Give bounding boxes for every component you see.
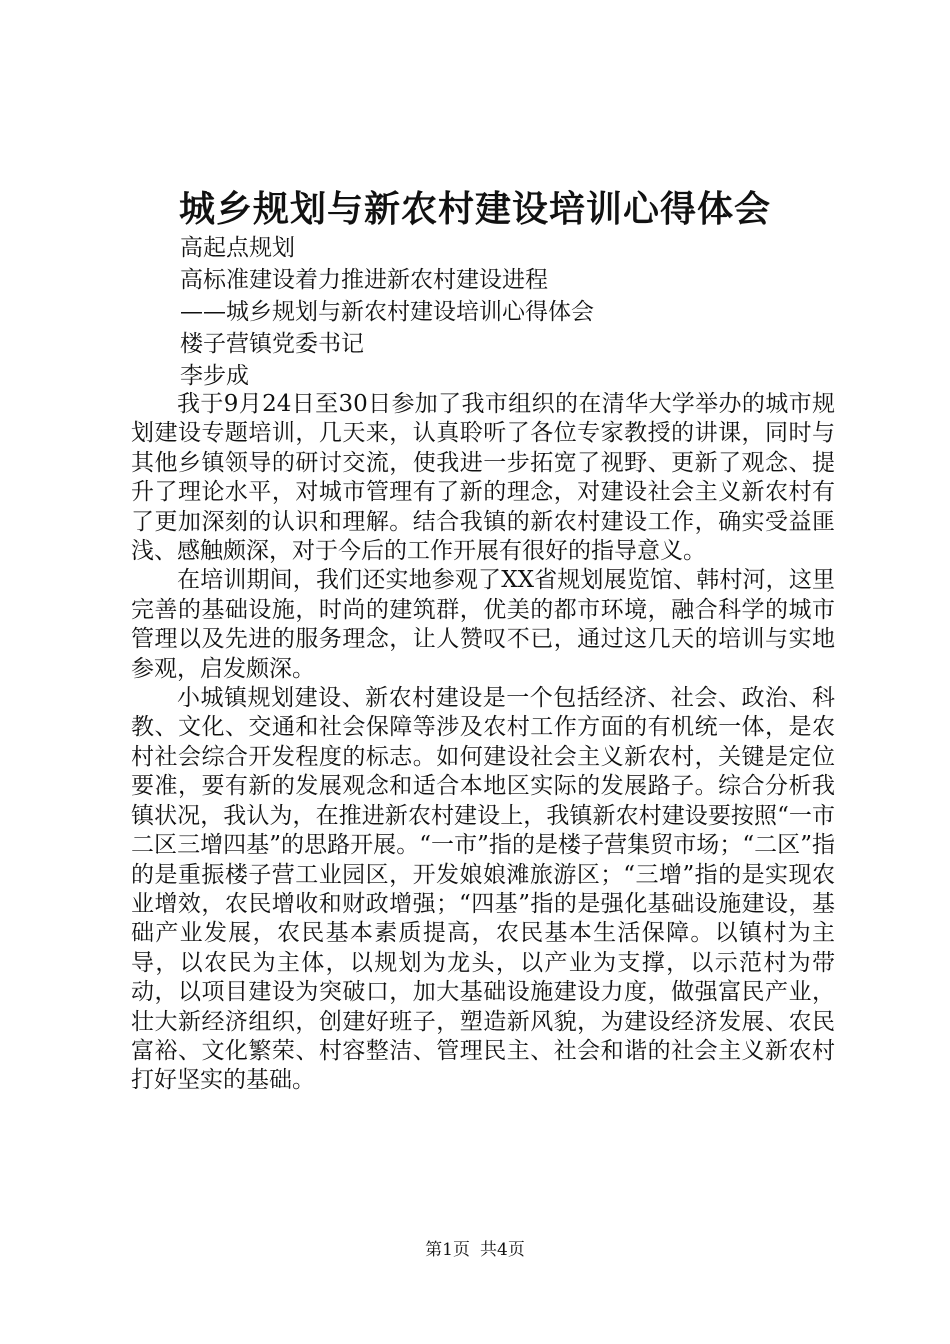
subtitle-line-3: ——城乡规划与新农村建设培训心得体会	[180, 299, 594, 325]
page-footer	[0, 1238, 950, 1262]
page-number-current: 第1页	[425, 1240, 470, 1260]
paragraph-3: 小城镇规划建设、新农村建设是一个包括经济、社会、政治、科教、文化、交通和社会保障等涉及农村工作方面的有机统一体，是农村社会综合开发程度的标志。如何建设社会主义新农村，关键是定位要准，要有新的发展观念和适合本地区实际的发展路子。综合分析我镇状况，我认为，在推进新农村建设上，我镇新农村建设要按照“一市二区三增四基”的思路开展。“一市”指的是楼子营集贸市场；“二区”指的是重振楼子营工业园区，开发娘娘滩旅游区；“三增”指的是实现农业增效，农民增收和财政增强；“四基”指的是强化基础设施建设，基础产业发展，农民基本素质提高，农民基本生活保障。以镇村为主导，以农民为主体，以规划为龙头，以产业为支撑，以示范村为带动，以项目建设为突破口，加大基础设施建设力度，做强富民产业，壮大新经济组织，创建好班子，塑造新风貌，为建设经济发展、农民富裕、文化繁荣、村容整洁、管理民主、社会和谐的社会主义新农村打好坚实的基础。	[131, 685, 835, 1094]
subtitle-line-1: 高起点规划	[180, 235, 295, 261]
author-position: 楼子营镇党委书记	[180, 331, 364, 357]
author-name: 李步成	[180, 363, 249, 389]
paragraph-1: 我于9月24日至30日参加了我市组织的在清华大学举办的城市规划建设专题培训，几天来，认真聆听了各位专家教授的讲课，同时与其他乡镇领导的研讨交流，使我进一步拓宽了视野、更新了观念、提升了理论水平，对城市管理有了新的理念，对建设社会主义新农村有了更加深刻的认识和理解。结合我镇的新农村建设工作，确实受益匪浅、感触颇深，对于今后的工作开展有很好的指导意义。	[131, 391, 835, 565]
page-number-total: 共4页	[480, 1240, 525, 1260]
document-title: 城乡规划与新农村建设培训心得体会	[178, 188, 771, 230]
subtitle-block	[180, 232, 880, 392]
body-text	[131, 390, 835, 1096]
paragraph-2: 在培训期间，我们还实地参观了XX省规划展览馆、韩村河，这里完善的基础设施，时尚的建筑群，优美的都市环境，融合科学的城市管理以及先进的服务理念，让人赞叹不已，通过这几天的培训与实地参观，启发颇深。	[131, 567, 835, 682]
subtitle-line-2: 高标准建设着力推进新农村建设进程	[180, 267, 548, 293]
